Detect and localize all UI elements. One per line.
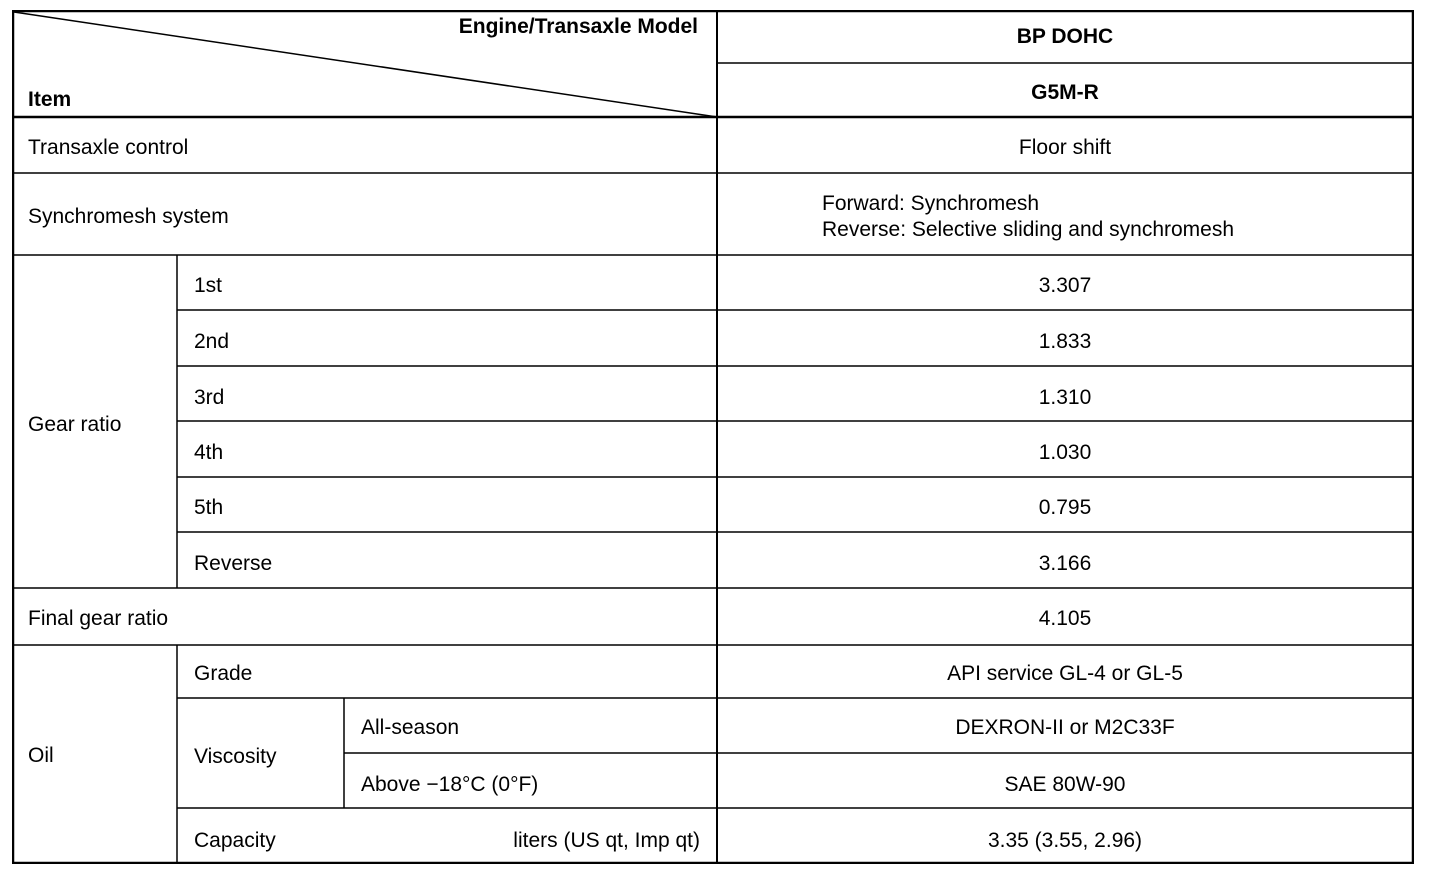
oil-capacity-value: 3.35 (3.55, 2.96) [987, 829, 1143, 852]
gear-value-5th: 0.795 [1038, 496, 1092, 519]
corner-header-engine-model: Engine/Transaxle Model [458, 15, 698, 38]
gear-value-4th: 1.030 [1038, 441, 1092, 464]
gear-value-3rd: 1.310 [1038, 386, 1092, 409]
viscosity-all-season-label: All-season [361, 716, 460, 739]
gear-label-4th: 4th [194, 441, 224, 464]
oil-grade-label: Grade [194, 662, 253, 685]
gear-label-3rd: 3rd [194, 386, 225, 409]
gear-value-1st: 3.307 [1038, 274, 1092, 297]
gear-value-2nd: 1.833 [1038, 330, 1092, 353]
row-label-gear-ratio: Gear ratio [28, 413, 122, 436]
viscosity-all-season-value: DEXRON-II or M2C33F [955, 716, 1175, 739]
gear-label-2nd: 2nd [194, 330, 230, 353]
transaxle-model-header: G5M-R [1031, 81, 1099, 104]
oil-grade-value: API service GL-4 or GL-5 [947, 662, 1183, 685]
value-transaxle-control: Floor shift [1018, 136, 1112, 159]
row-label-transaxle-control: Transaxle control [28, 136, 189, 159]
oil-capacity-label: Capacity [194, 829, 276, 852]
oil-capacity-unit: liters (US qt, Imp qt) [513, 829, 700, 852]
row-label-final-gear-ratio: Final gear ratio [28, 607, 169, 630]
viscosity-above-value: SAE 80W-90 [1004, 773, 1126, 796]
gear-label-reverse: Reverse [194, 552, 273, 575]
row-label-oil: Oil [28, 744, 54, 767]
engine-model-header: BP DOHC [1016, 25, 1114, 48]
gear-value-reverse: 3.166 [1038, 552, 1092, 575]
value-synchromesh-reverse: Reverse: Selective sliding and synchromesh [822, 218, 1235, 241]
row-label-synchromesh-system: Synchromesh system [28, 205, 229, 228]
specification-table [12, 10, 1414, 864]
viscosity-above-label: Above −18°C (0°F) [361, 773, 539, 796]
oil-viscosity-label: Viscosity [194, 745, 277, 768]
corner-header-item: Item [28, 88, 72, 111]
value-final-gear-ratio: 4.105 [1038, 607, 1092, 630]
gear-label-1st: 1st [194, 274, 223, 297]
value-synchromesh-forward: Forward: Synchromesh [822, 192, 1040, 215]
gear-label-5th: 5th [194, 496, 224, 519]
